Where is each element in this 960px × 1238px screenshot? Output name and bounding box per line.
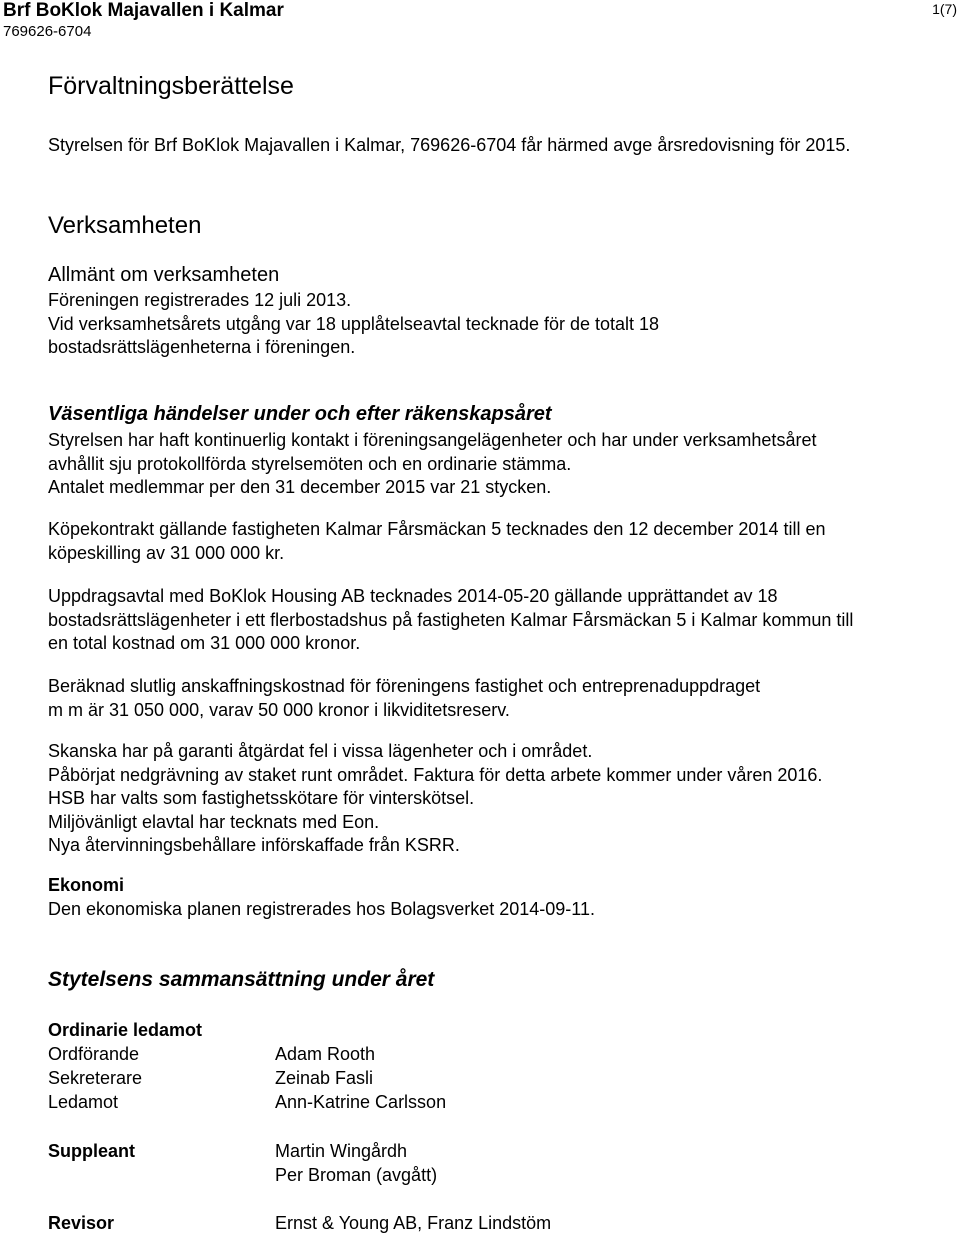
member-role: Sekreterare	[48, 1068, 143, 1088]
subheading-allmant: Allmänt om verksamheten	[48, 264, 280, 286]
ekonomi-text: Den ekonomiska planen registrerades hos Bolagsverket 2014-09-11.	[48, 899, 595, 919]
suppleant-name: Per Broman (avgått)	[275, 1165, 438, 1185]
member-name: Zeinab Fasli	[275, 1068, 374, 1088]
text-line: köpeskilling av 31 000 000 kr.	[48, 542, 285, 563]
text-line: Vid verksamhetsårets utgång var 18 upplåtelseavtal tecknade för de totalt 18	[48, 313, 660, 334]
text-line: Påbörjat nedgrävning av staket runt området. Faktura för detta arbete kommer under våren 2016.	[48, 764, 823, 785]
vasentliga-paragraph-5	[48, 740, 953, 858]
text-line: Köpekontrakt gällande fastigheten Kalmar Fårsmäckan 5 tecknades den 12 december 2014 till en	[48, 519, 826, 539]
vasentliga-paragraph-2	[48, 518, 953, 565]
subheading-revisor: Revisor	[48, 1213, 115, 1233]
vasentliga-paragraph-1	[48, 429, 953, 500]
text-line: HSB har valts som fastighetsskötare för vinterskötsel.	[48, 788, 475, 808]
organization-name: Brf BoKlok Majavallen i Kalmar	[3, 0, 284, 21]
text-line: Antalet medlemmar per den 31 december 2015 var 21 stycken.	[48, 477, 552, 497]
suppleant-name: Martin Wingårdh	[275, 1141, 408, 1161]
member-role: Ledamot	[48, 1092, 119, 1112]
subheading-suppleant: Suppleant	[48, 1141, 136, 1161]
text-line: avhållit sju protokollförda styrelsemöten och en ordinarie stämma.	[48, 453, 572, 474]
organization-number: 769626-6704	[3, 23, 92, 40]
vasentliga-paragraph-3	[48, 585, 953, 656]
member-name: Ann-Katrine Carlsson	[275, 1092, 447, 1112]
text-line: Beräknad slutlig anskaffningskostnad för föreningens fastighet och entreprenaduppdraget	[48, 676, 761, 696]
subheading-board: Stytelsens sammansättning under året	[48, 968, 435, 991]
text-line: Föreningen registrerades 12 juli 2013.	[48, 290, 352, 310]
page-title: Förvaltningsberättelse	[48, 72, 294, 100]
vasentliga-paragraph-4	[48, 675, 953, 722]
member-role: Ordförande	[48, 1044, 140, 1064]
member-name: Adam Rooth	[275, 1044, 376, 1064]
allmant-paragraph	[48, 289, 953, 360]
subheading-ekonomi: Ekonomi	[48, 875, 125, 895]
text-line: Miljövänligt elavtal har tecknats med Eon.	[48, 811, 380, 832]
section-heading-verksamheten: Verksamheten	[48, 212, 202, 239]
page-number: 1(7)	[932, 1, 957, 17]
text-line: en total kostnad om 31 000 000 kronor.	[48, 633, 361, 653]
text-line: Styrelsen har haft kontinuerlig kontakt i föreningsangelägenheter och har under verksamhetsåret	[48, 430, 817, 450]
text-line: bostadsrättslägenheter i ett flerbostadshus på fastigheten Kalmar Fårsmäckan 5 i Kalmar kommun till	[48, 609, 854, 630]
subheading-vasentliga: Väsentliga händelser under och efter räkenskapsåret	[48, 403, 552, 425]
subheading-ordinarie: Ordinarie ledamot	[48, 1020, 203, 1040]
intro-text: Styrelsen för Brf BoKlok Majavallen i Kalmar, 769626-6704 får härmed avge årsredovisning för 2015.	[48, 135, 851, 155]
text-line: m m är 31 050 000, varav 50 000 kronor i likviditetsreserv.	[48, 699, 510, 720]
text-line: bostadsrättslägenheterna i föreningen.	[48, 337, 356, 357]
text-line: Skanska har på garanti åtgärdat fel i vissa lägenheter och i området.	[48, 741, 593, 761]
revisor-name: Ernst & Young AB, Franz Lindstöm	[275, 1213, 552, 1233]
text-line: Uppdragsavtal med BoKlok Housing AB tecknades 2014-05-20 gällande upprättandet av 18	[48, 586, 778, 606]
text-line: Nya återvinningsbehållare införskaffade från KSRR.	[48, 835, 460, 855]
